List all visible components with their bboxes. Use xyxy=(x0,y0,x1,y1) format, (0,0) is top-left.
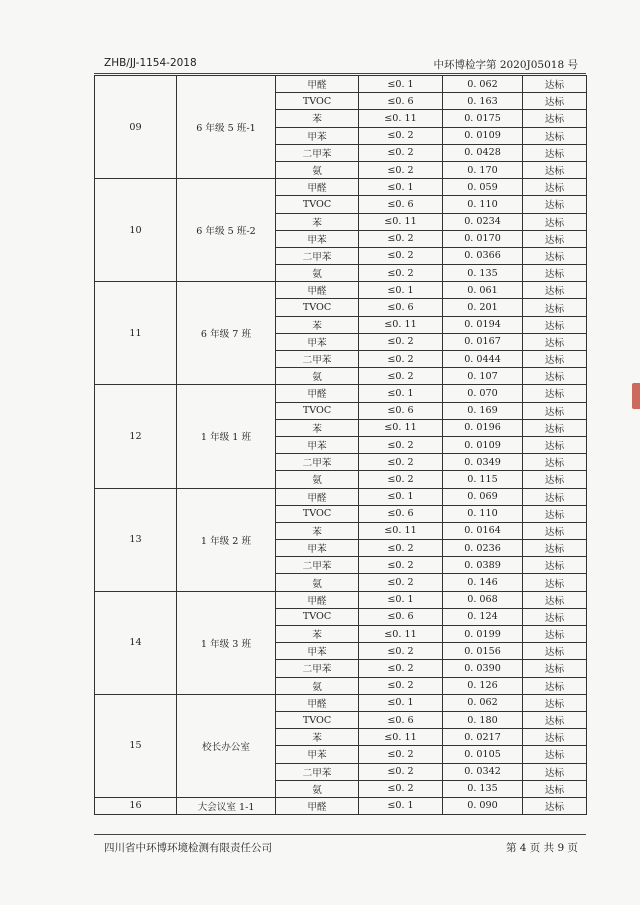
result-cell: 达标 xyxy=(523,93,587,110)
limit-cell: ≤0. 2 xyxy=(359,677,443,694)
measured-value-cell: 0. 0234 xyxy=(443,213,523,230)
measured-value-cell: 0. 0199 xyxy=(443,626,523,643)
sample-number-cell: 16 xyxy=(95,797,177,814)
measured-value-cell: 0. 0109 xyxy=(443,127,523,144)
location-cell: 6 年级 5 班-1 xyxy=(177,76,276,179)
measured-value-cell: 0. 070 xyxy=(443,385,523,402)
measured-value-cell: 0. 059 xyxy=(443,179,523,196)
measured-value-cell: 0. 0109 xyxy=(443,436,523,453)
limit-cell: ≤0. 6 xyxy=(359,93,443,110)
limit-cell: ≤0. 2 xyxy=(359,574,443,591)
result-cell: 达标 xyxy=(523,368,587,385)
sample-number-cell: 12 xyxy=(95,385,177,488)
pollutant-cell: 甲醛 xyxy=(276,488,359,505)
pollutant-cell: 甲醛 xyxy=(276,797,359,814)
pollutant-cell: 甲苯 xyxy=(276,436,359,453)
pollutant-cell: 甲醛 xyxy=(276,76,359,93)
result-cell: 达标 xyxy=(523,471,587,488)
result-cell: 达标 xyxy=(523,316,587,333)
result-cell: 达标 xyxy=(523,454,587,471)
table-row xyxy=(95,488,587,505)
measured-value-cell: 0. 0366 xyxy=(443,247,523,264)
page-indicator: 第 4 页 共 9 页 xyxy=(505,842,578,854)
result-cell: 达标 xyxy=(523,488,587,505)
limit-cell: ≤0. 11 xyxy=(359,110,443,127)
limit-cell: ≤0. 6 xyxy=(359,711,443,728)
pollutant-cell: 甲醛 xyxy=(276,694,359,711)
result-cell: 达标 xyxy=(523,213,587,230)
limit-cell: ≤0. 1 xyxy=(359,694,443,711)
measured-value-cell: 0. 068 xyxy=(443,591,523,608)
result-cell: 达标 xyxy=(523,505,587,522)
location-cell: 1 年级 1 班 xyxy=(177,385,276,488)
measured-value-cell: 0. 0170 xyxy=(443,230,523,247)
pollutant-cell: 苯 xyxy=(276,110,359,127)
limit-cell: ≤0. 2 xyxy=(359,247,443,264)
pollutant-cell: TVOC xyxy=(276,196,359,213)
pollutant-cell: 二甲苯 xyxy=(276,247,359,264)
result-cell: 达标 xyxy=(523,677,587,694)
limit-cell: ≤0. 6 xyxy=(359,196,443,213)
result-cell: 达标 xyxy=(523,144,587,161)
result-cell: 达标 xyxy=(523,608,587,625)
measured-value-cell: 0. 0217 xyxy=(443,729,523,746)
limit-cell: ≤0. 1 xyxy=(359,797,443,814)
measured-value-cell: 0. 180 xyxy=(443,711,523,728)
measured-value-cell: 0. 0390 xyxy=(443,660,523,677)
limit-cell: ≤0. 2 xyxy=(359,230,443,247)
location-cell: 6 年级 5 班-2 xyxy=(177,179,276,282)
limit-cell: ≤0. 2 xyxy=(359,127,443,144)
pollutant-cell: 氨 xyxy=(276,368,359,385)
pollutant-cell: 甲醛 xyxy=(276,179,359,196)
header-divider xyxy=(94,73,586,74)
pollutant-cell: 甲苯 xyxy=(276,643,359,660)
pollutant-cell: 二甲苯 xyxy=(276,454,359,471)
pollutant-cell: TVOC xyxy=(276,93,359,110)
pollutant-cell: 苯 xyxy=(276,213,359,230)
measured-value-cell: 0. 107 xyxy=(443,368,523,385)
limit-cell: ≤0. 2 xyxy=(359,643,443,660)
result-cell: 达标 xyxy=(523,522,587,539)
pollutant-cell: 氨 xyxy=(276,780,359,797)
result-cell: 达标 xyxy=(523,402,587,419)
table-row xyxy=(95,76,587,93)
measured-value-cell: 0. 135 xyxy=(443,265,523,282)
limit-cell: ≤0. 2 xyxy=(359,333,443,350)
limit-cell: ≤0. 11 xyxy=(359,626,443,643)
limit-cell: ≤0. 1 xyxy=(359,76,443,93)
measured-value-cell: 0. 062 xyxy=(443,76,523,93)
measured-value-cell: 0. 0342 xyxy=(443,763,523,780)
table-row xyxy=(95,591,587,608)
limit-cell: ≤0. 2 xyxy=(359,265,443,282)
measured-value-cell: 0. 0349 xyxy=(443,454,523,471)
limit-cell: ≤0. 6 xyxy=(359,299,443,316)
company-name: 四川省中环博环境检测有限责任公司 xyxy=(104,842,272,854)
measured-value-cell: 0. 0389 xyxy=(443,557,523,574)
sample-number-cell: 15 xyxy=(95,694,177,797)
limit-cell: ≤0. 2 xyxy=(359,780,443,797)
result-cell: 达标 xyxy=(523,626,587,643)
measured-value-cell: 0. 0444 xyxy=(443,351,523,368)
measured-value-cell: 0. 0105 xyxy=(443,746,523,763)
limit-cell: ≤0. 11 xyxy=(359,729,443,746)
measured-value-cell: 0. 090 xyxy=(443,797,523,814)
pollutant-cell: 甲醛 xyxy=(276,385,359,402)
result-cell: 达标 xyxy=(523,763,587,780)
measured-value-cell: 0. 0236 xyxy=(443,540,523,557)
table-row xyxy=(95,694,587,711)
sample-number-cell: 11 xyxy=(95,282,177,385)
result-cell: 达标 xyxy=(523,127,587,144)
pollutant-cell: 甲苯 xyxy=(276,540,359,557)
result-cell: 达标 xyxy=(523,265,587,282)
measured-value-cell: 0. 135 xyxy=(443,780,523,797)
limit-cell: ≤0. 2 xyxy=(359,161,443,178)
pollutant-cell: 二甲苯 xyxy=(276,763,359,780)
measured-value-cell: 0. 061 xyxy=(443,282,523,299)
result-cell: 达标 xyxy=(523,196,587,213)
measured-value-cell: 0. 0175 xyxy=(443,110,523,127)
pollutant-cell: 甲醛 xyxy=(276,282,359,299)
pollutant-cell: 甲醛 xyxy=(276,591,359,608)
pollutant-cell: 二甲苯 xyxy=(276,144,359,161)
measured-value-cell: 0. 115 xyxy=(443,471,523,488)
limit-cell: ≤0. 1 xyxy=(359,591,443,608)
result-cell: 达标 xyxy=(523,351,587,368)
result-cell: 达标 xyxy=(523,780,587,797)
results-table-body xyxy=(95,76,587,815)
limit-cell: ≤0. 2 xyxy=(359,540,443,557)
pollutant-cell: TVOC xyxy=(276,402,359,419)
pollutant-cell: TVOC xyxy=(276,505,359,522)
limit-cell: ≤0. 1 xyxy=(359,488,443,505)
pollutant-cell: 苯 xyxy=(276,522,359,539)
location-cell: 大会议室 1-1 xyxy=(177,797,276,814)
location-cell: 校长办公室 xyxy=(177,694,276,797)
limit-cell: ≤0. 2 xyxy=(359,557,443,574)
limit-cell: ≤0. 11 xyxy=(359,213,443,230)
result-cell: 达标 xyxy=(523,76,587,93)
limit-cell: ≤0. 2 xyxy=(359,660,443,677)
pollutant-cell: 苯 xyxy=(276,419,359,436)
limit-cell: ≤0. 6 xyxy=(359,608,443,625)
pollutant-cell: 苯 xyxy=(276,626,359,643)
pollutant-cell: TVOC xyxy=(276,608,359,625)
result-cell: 达标 xyxy=(523,797,587,814)
report-number: 中环博检字第 2020J05018 号 xyxy=(433,59,578,71)
pollutant-cell: 氨 xyxy=(276,677,359,694)
limit-cell: ≤0. 2 xyxy=(359,746,443,763)
result-cell: 达标 xyxy=(523,161,587,178)
pollutant-cell: 二甲苯 xyxy=(276,660,359,677)
limit-cell: ≤0. 6 xyxy=(359,402,443,419)
measured-value-cell: 0. 146 xyxy=(443,574,523,591)
sample-number-cell: 14 xyxy=(95,591,177,694)
measured-value-cell: 0. 169 xyxy=(443,402,523,419)
result-cell: 达标 xyxy=(523,282,587,299)
result-cell: 达标 xyxy=(523,574,587,591)
location-cell: 1 年级 3 班 xyxy=(177,591,276,694)
pollutant-cell: 甲苯 xyxy=(276,127,359,144)
measured-value-cell: 0. 126 xyxy=(443,677,523,694)
result-cell: 达标 xyxy=(523,660,587,677)
limit-cell: ≤0. 1 xyxy=(359,385,443,402)
result-cell: 达标 xyxy=(523,299,587,316)
measured-value-cell: 0. 0156 xyxy=(443,643,523,660)
pollutant-cell: 甲苯 xyxy=(276,333,359,350)
measured-value-cell: 0. 069 xyxy=(443,488,523,505)
limit-cell: ≤0. 6 xyxy=(359,505,443,522)
seal-stamp-edge xyxy=(632,383,640,409)
result-cell: 达标 xyxy=(523,419,587,436)
pollutant-cell: 甲苯 xyxy=(276,230,359,247)
location-cell: 1 年级 2 班 xyxy=(177,488,276,591)
table-row xyxy=(95,385,587,402)
result-cell: 达标 xyxy=(523,247,587,264)
pollutant-cell: 氨 xyxy=(276,471,359,488)
limit-cell: ≤0. 2 xyxy=(359,351,443,368)
pollutant-cell: 苯 xyxy=(276,316,359,333)
result-cell: 达标 xyxy=(523,385,587,402)
result-cell: 达标 xyxy=(523,540,587,557)
result-cell: 达标 xyxy=(523,436,587,453)
limit-cell: ≤0. 1 xyxy=(359,282,443,299)
pollutant-cell: 氨 xyxy=(276,161,359,178)
pollutant-cell: 苯 xyxy=(276,729,359,746)
measured-value-cell: 0. 110 xyxy=(443,196,523,213)
measured-value-cell: 0. 0196 xyxy=(443,419,523,436)
limit-cell: ≤0. 2 xyxy=(359,436,443,453)
result-cell: 达标 xyxy=(523,643,587,660)
measured-value-cell: 0. 0194 xyxy=(443,316,523,333)
limit-cell: ≤0. 1 xyxy=(359,179,443,196)
measured-value-cell: 0. 170 xyxy=(443,161,523,178)
limit-cell: ≤0. 2 xyxy=(359,368,443,385)
results-table xyxy=(94,75,587,815)
pollutant-cell: 氨 xyxy=(276,574,359,591)
limit-cell: ≤0. 11 xyxy=(359,522,443,539)
pollutant-cell: TVOC xyxy=(276,711,359,728)
document-code: ZHB/JJ-1154-2018 xyxy=(104,57,197,69)
table-row xyxy=(95,797,587,814)
footer-divider xyxy=(94,834,586,835)
measured-value-cell: 0. 201 xyxy=(443,299,523,316)
limit-cell: ≤0. 2 xyxy=(359,454,443,471)
measured-value-cell: 0. 0167 xyxy=(443,333,523,350)
result-cell: 达标 xyxy=(523,746,587,763)
limit-cell: ≤0. 2 xyxy=(359,763,443,780)
limit-cell: ≤0. 11 xyxy=(359,316,443,333)
result-cell: 达标 xyxy=(523,591,587,608)
sample-number-cell: 13 xyxy=(95,488,177,591)
result-cell: 达标 xyxy=(523,333,587,350)
measured-value-cell: 0. 062 xyxy=(443,694,523,711)
measured-value-cell: 0. 124 xyxy=(443,608,523,625)
pollutant-cell: 氨 xyxy=(276,265,359,282)
result-cell: 达标 xyxy=(523,729,587,746)
result-cell: 达标 xyxy=(523,110,587,127)
measured-value-cell: 0. 0428 xyxy=(443,144,523,161)
result-cell: 达标 xyxy=(523,694,587,711)
measured-value-cell: 0. 163 xyxy=(443,93,523,110)
pollutant-cell: 二甲苯 xyxy=(276,351,359,368)
limit-cell: ≤0. 2 xyxy=(359,471,443,488)
limit-cell: ≤0. 11 xyxy=(359,419,443,436)
result-cell: 达标 xyxy=(523,179,587,196)
sample-number-cell: 09 xyxy=(95,76,177,179)
limit-cell: ≤0. 2 xyxy=(359,144,443,161)
result-cell: 达标 xyxy=(523,711,587,728)
measured-value-cell: 0. 110 xyxy=(443,505,523,522)
measured-value-cell: 0. 0164 xyxy=(443,522,523,539)
pollutant-cell: TVOC xyxy=(276,299,359,316)
location-cell: 6 年级 7 班 xyxy=(177,282,276,385)
pollutant-cell: 甲苯 xyxy=(276,746,359,763)
result-cell: 达标 xyxy=(523,557,587,574)
table-row xyxy=(95,282,587,299)
sample-number-cell: 10 xyxy=(95,179,177,282)
result-cell: 达标 xyxy=(523,230,587,247)
table-row xyxy=(95,179,587,196)
pollutant-cell: 二甲苯 xyxy=(276,557,359,574)
